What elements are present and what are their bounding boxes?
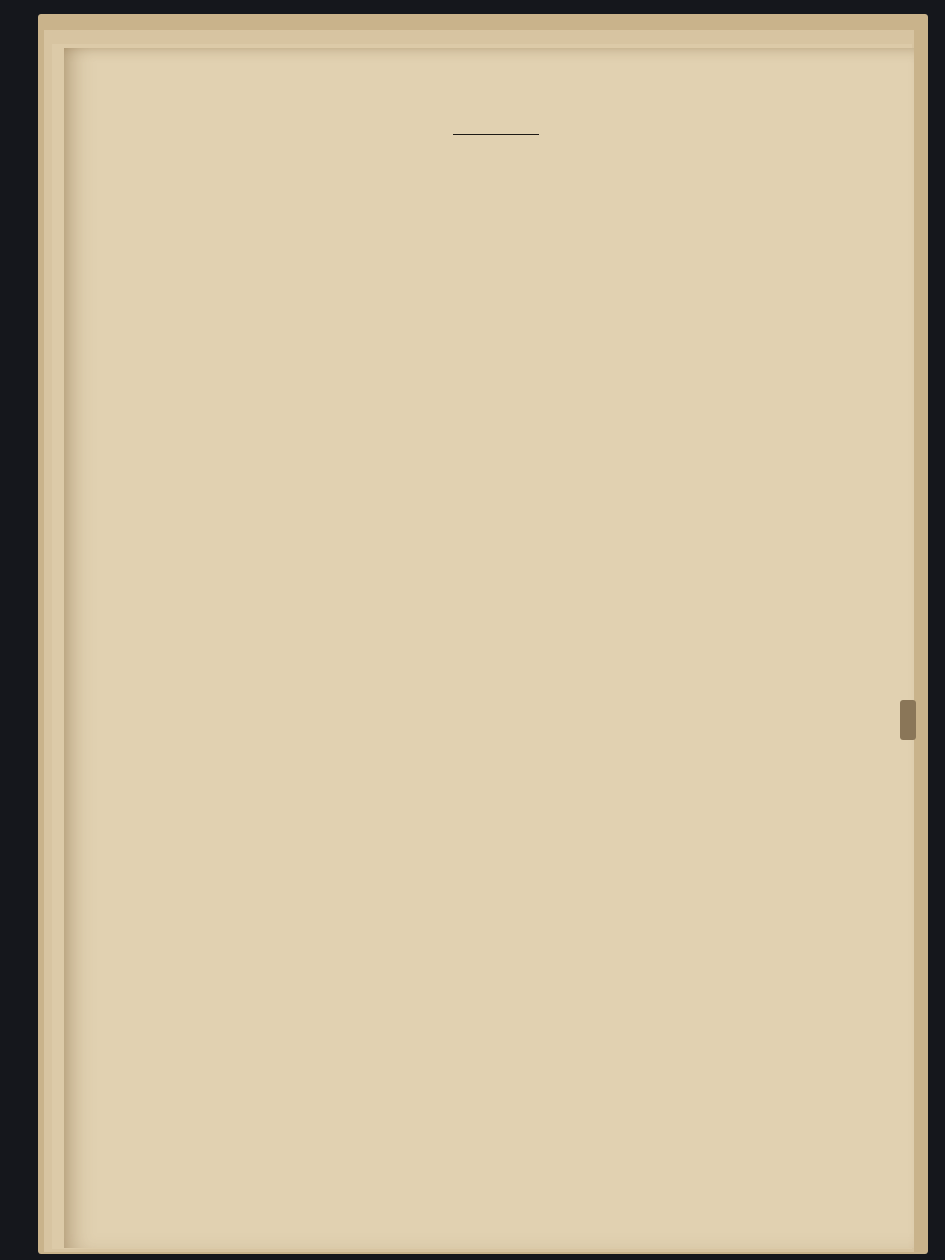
binding-mark <box>900 700 916 740</box>
book-page <box>64 48 914 1248</box>
section-divider <box>453 134 539 135</box>
page-text <box>152 112 840 159</box>
